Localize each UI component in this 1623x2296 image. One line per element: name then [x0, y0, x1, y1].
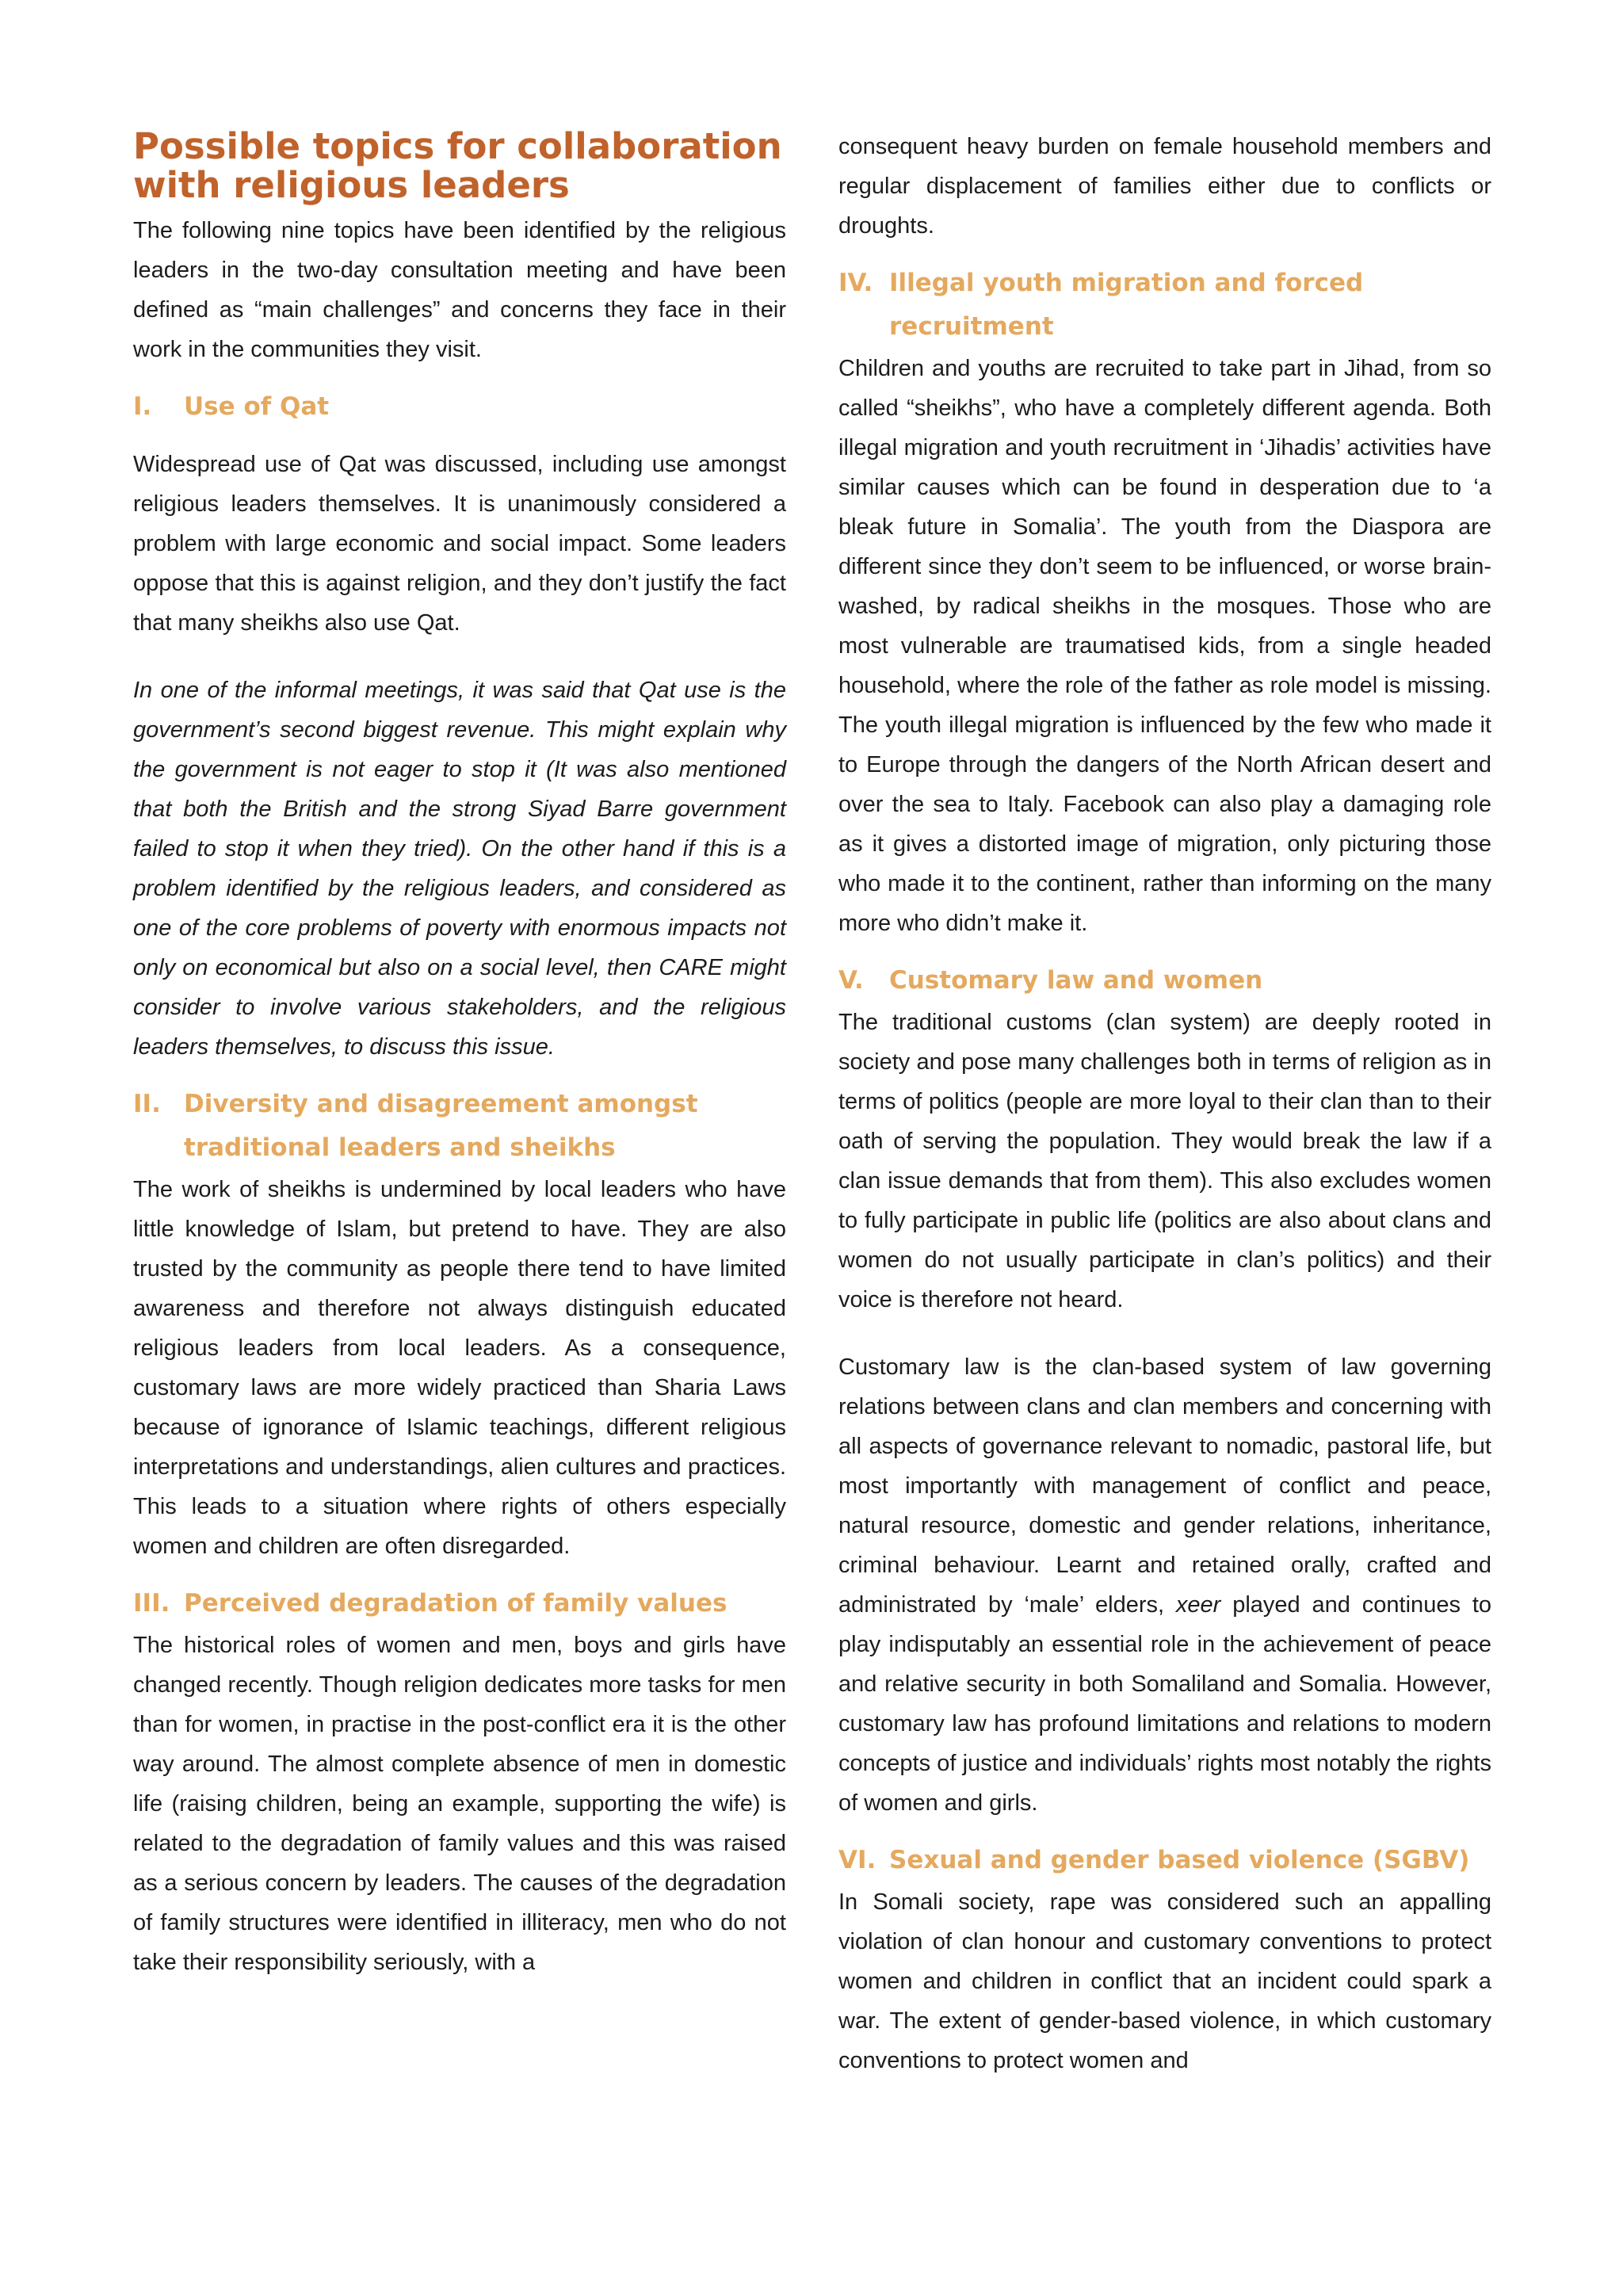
section-heading-sgbv [838, 1839, 1491, 1882]
italic-paragraph: In one of the informal meetings, it was said that Qat use is the government’s second biggest revenue. This might explain why the government is not eager to stop it (It was also mentioned that both the British and the strong Siyad Barre government failed to stop it when they tried). On the other hand if this is a problem identified by the religious leaders, and considered as one of the core problems of poverty with enormous impacts not only on economical but also on a social level, then CARE might consider to involve various stakeholders, and the religious leaders themselves, to discuss this issue. [133, 678, 786, 1060]
paragraph: The historical roles of women and men, boys and girls have changed recently. Though religion dedicates more tasks for men than for women, in practise in the post-conflict era it is the other way around. The almost complete absence of men in domestic life (raising children, being an example, supporting the wife) is related to the degradation of family values and this was raised as a serious concern by leaders. The causes of the degradation of family structures were identified in illiteracy, men who do not take their responsibility seriously, with a [133, 1633, 786, 1975]
paragraph: In Somali society, rape was considered such an appalling violation of clan honour and customary conventions to protect women and children in conflict that an incident could spark a war. The extent of gender-based violence, in which customary conventions to protect women and [838, 1889, 1491, 2073]
section-heading-diversity [133, 1083, 786, 1170]
section-title: Customary law and women [889, 966, 1263, 995]
continued-paragraph: consequent heavy burden on female household members and regular displacement of families either due to conflicts or droughts. [838, 134, 1491, 239]
right-column [838, 127, 1491, 2080]
section-number: II. [133, 1090, 161, 1118]
intro-paragraph: The following nine topics have been identified by the religious leaders in the two-day consultation meeting and have been defined as “main challenges” and concerns they face in their work in the communities they visit. [133, 218, 786, 362]
section-number: III. [133, 1589, 170, 1618]
text-run: Customary law is the clan-based system of law governing relations between clans and clan members and concerning with all aspects of governance relevant to nomadic, pastoral life, but most importantly with management of conflict and peace, natural resource, domestic and gender relations, inheritance, criminal behaviour. Learnt and retained orally, crafted and administrated by ‘male’ elders, [838, 1354, 1491, 1618]
section-title: Use of Qat [184, 392, 330, 421]
section-heading-youth-migration [838, 262, 1491, 349]
section-heading-use-of-qat [133, 385, 786, 429]
paragraph: The work of sheikhs is undermined by local leaders who have little knowledge of Islam, but pretend to have. They are also trusted by the community as people there tend to have limited awareness and therefore not always distinguish educated religious leaders from local leaders. As a consequence, customary laws are more widely practiced than Sharia Laws because of ignorance of Islamic teachings, different religious interpretations and understandings, alien cultures and practices. This leads to a situation where rights of others especially women and children are often disregarded. [133, 1177, 786, 1559]
section-number: IV. [838, 269, 873, 297]
section-title: Sexual and gender based violence (SGBV) [889, 1846, 1470, 1874]
section-number: I. [133, 392, 152, 421]
paragraph: Widespread use of Qat was discussed, including use amongst religious leaders themselves. It is unanimously considered a problem with large economic and social impact. Some leaders oppose that this is against religion, and they don’t justify the fact that many sheikhs also use Qat. [133, 452, 786, 636]
left-column [133, 127, 786, 1982]
section-heading-family-values [133, 1582, 786, 1626]
text-run: played and continues to play indisputably an essential role in the achievement of peace and relative security in both Somaliland and Somalia. However, customary law has profound limitations and relations to modern concepts of justice and individuals’ rights most notably the rights of women and girls. [838, 1592, 1492, 1816]
paragraph: Children and youths are recruited to take part in Jihad, from so called “sheikhs”, who have a completely different agenda. Both illegal migration and youth recruitment in ‘Jihadis’ activities have similar causes which can be found in desperation due to ‘a bleak future in Somalia’. The youth from the Diaspora are different since they don’t seem to be influenced, or worse brain-washed, by radical sheikhs in the mosques. Those who are most vulnerable are traumatised kids, from a single headed household, where the role of the father as role model is missing. The youth illegal migration is influenced by the few who made it to Europe through the dangers of the North African desert and over the sea to Italy. Facebook can also play a damaging role as it gives a distorted image of migration, only picturing those who made it to the continent, rather than informing on the many more who didn’t make it. [838, 356, 1491, 936]
section-heading-customary-law [838, 959, 1491, 1003]
section-number: VI. [838, 1846, 876, 1874]
page-title: Possible topics for collaboration with religious leaders [133, 125, 782, 206]
paragraph-customary-law [838, 1347, 1491, 1823]
section-title: Illegal youth migration and forced recruitment [889, 269, 1364, 341]
section-title: Perceived degradation of family values [184, 1589, 727, 1618]
xeer-term: xeer [1175, 1592, 1221, 1618]
section-title: Diversity and disagreement amongst traditional leaders and sheikhs [184, 1090, 698, 1162]
section-number: V. [838, 966, 864, 995]
paragraph: The traditional customs (clan system) are deeply rooted in society and pose many challenges both in terms of religion as in terms of politics (people are more loyal to their clan than to their oath of serving the population. They would break the law if a clan issue demands that from them). This also excludes women to fully participate in public life (politics are also about clans and women do not usually participate in clan’s politics) and their voice is therefore not heard. [838, 1010, 1491, 1312]
